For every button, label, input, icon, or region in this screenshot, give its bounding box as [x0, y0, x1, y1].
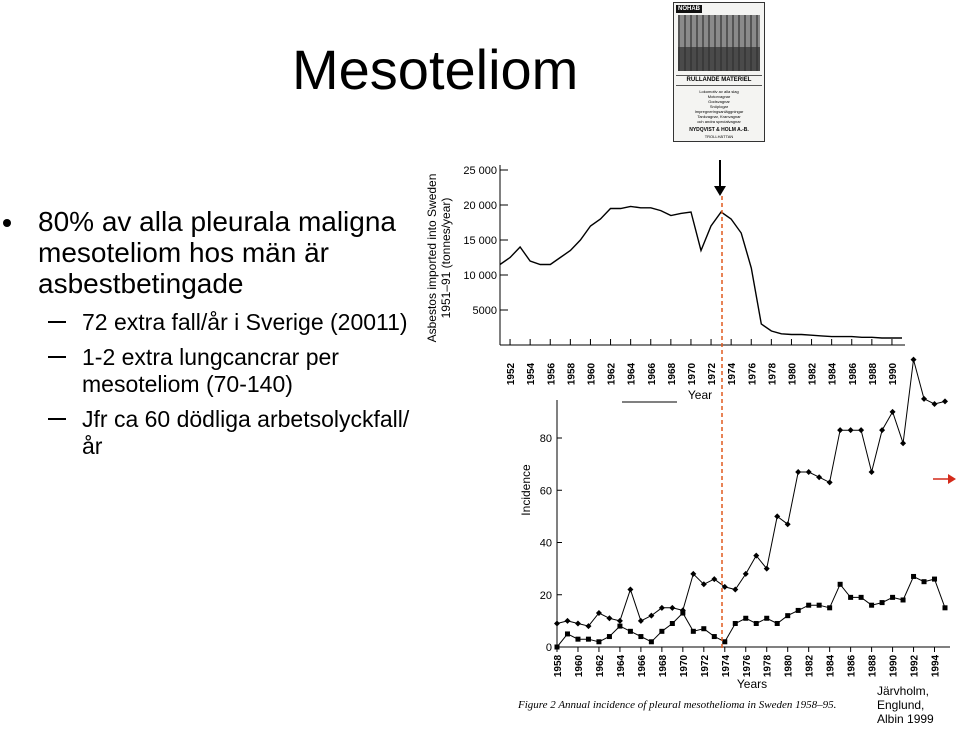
y-tick-label: 80	[539, 433, 552, 445]
data-point-diamond	[848, 427, 854, 433]
x-tick-label: 1962	[606, 362, 618, 386]
data-point-square	[775, 621, 780, 626]
data-point-square	[712, 634, 717, 639]
x-tick-label: 1986	[846, 654, 858, 678]
x-tick-label: 1970	[686, 362, 698, 386]
poster-heading: RULLANDE MATERIEL	[676, 75, 762, 86]
x-tick-label: 1990	[888, 654, 900, 678]
data-point-diamond	[932, 401, 938, 407]
x-tick-label: 1958	[553, 654, 564, 678]
sub-bullet-text: Jfr ca 60 dödliga arbetsolyckfall/år	[82, 406, 410, 459]
arrow-right-icon	[948, 474, 956, 484]
import-series-line	[500, 206, 902, 338]
y-tick-label: 20	[539, 589, 552, 602]
x-tick-label: 1988	[867, 654, 879, 678]
y-tick-label: 10 000	[463, 270, 497, 282]
x-tick-label: 1976	[741, 654, 753, 678]
data-point-diamond	[638, 618, 644, 624]
y-axis-title: 1951–91 (tonnes/year)	[439, 197, 453, 319]
data-point-square	[638, 634, 643, 639]
data-point-diamond	[575, 620, 581, 626]
x-tick-label: 1956	[546, 362, 558, 386]
x-axis-title: Year	[687, 388, 713, 402]
chart-annotations	[622, 160, 956, 648]
data-point-diamond	[564, 618, 570, 624]
data-point-diamond	[617, 618, 623, 624]
data-point-diamond	[732, 587, 738, 593]
sub-bullet-text: 72 extra fall/år i Sverige (20011)	[82, 309, 408, 335]
y-axis-title: Incidence	[519, 464, 533, 516]
data-point-square	[628, 629, 633, 634]
data-point-square	[943, 605, 948, 610]
data-point-diamond	[900, 440, 906, 446]
data-point-square	[869, 603, 874, 608]
data-point-square	[785, 613, 790, 618]
x-tick-label: 1990	[887, 362, 899, 386]
data-point-square	[701, 626, 706, 631]
data-point-diamond	[669, 605, 675, 611]
x-tick-label: 1958	[566, 362, 578, 386]
data-point-square	[680, 611, 685, 616]
data-point-square	[796, 608, 801, 613]
poster-line: Motorvagnar	[707, 94, 731, 99]
data-point-square	[827, 605, 832, 610]
data-point-square	[659, 629, 664, 634]
data-point-diamond	[942, 398, 948, 404]
poster-line: Snöplogar	[709, 104, 729, 109]
data-point-square	[607, 634, 612, 639]
x-tick-label: 1960	[586, 362, 598, 386]
data-point-square	[764, 616, 769, 621]
y-tick-label: 20 000	[463, 200, 497, 212]
citation-line: Englund,	[877, 698, 925, 712]
y-tick-label: 15 000	[463, 235, 497, 247]
x-tick-label: 1978	[762, 654, 774, 678]
y-tick-label: 25 000	[463, 165, 497, 177]
data-point-square	[722, 639, 727, 644]
data-point-square	[806, 603, 811, 608]
data-point-diamond	[858, 427, 864, 433]
x-tick-label: 1986	[847, 362, 859, 386]
data-point-square	[617, 624, 622, 629]
data-point-square	[932, 577, 937, 582]
poster-line: Tankvagnar, Kranvagnar	[697, 114, 741, 119]
y-tick-label: 60	[539, 485, 552, 498]
x-tick-label: 1964	[615, 654, 627, 678]
y-tick-label: 0	[545, 642, 552, 654]
incidence-series-line	[557, 577, 945, 648]
x-tick-label: 1978	[767, 362, 779, 386]
x-tick-label: 1994	[930, 654, 942, 678]
data-point-diamond	[816, 474, 822, 480]
data-point-square	[575, 637, 580, 642]
data-point-square	[880, 600, 885, 605]
data-point-square	[555, 645, 560, 650]
x-tick-label: 1954	[526, 362, 538, 386]
poster-line: Lokomotiv av alla slag	[699, 89, 739, 94]
x-tick-label: 1984	[827, 362, 839, 386]
x-tick-label: 1966	[636, 654, 648, 678]
bullet-main-text: 80% av alla pleurala maligna mesoteliom hos män är asbestbetingade	[38, 206, 396, 299]
y-axis-title: Asbestos imported into Sweden	[425, 173, 439, 343]
data-point-square	[838, 582, 843, 587]
asbestos-import-chart	[425, 165, 905, 402]
data-point-square	[733, 621, 738, 626]
x-tick-label: 1988	[867, 362, 879, 386]
data-point-square	[901, 597, 906, 602]
incidence-series-line	[557, 360, 945, 626]
data-point-square	[890, 595, 895, 600]
page-title: Mesoteliom	[292, 38, 579, 101]
data-point-diamond	[890, 409, 896, 415]
data-point-square	[911, 574, 916, 579]
poster-maker: NYDQVIST & HOLM A.-B.	[689, 127, 749, 133]
data-point-diamond	[806, 469, 812, 475]
data-point-square	[743, 616, 748, 621]
x-tick-label: 1974	[727, 362, 739, 386]
data-point-diamond	[827, 479, 833, 485]
data-point-square	[691, 629, 696, 634]
data-point-diamond	[554, 620, 560, 626]
x-tick-label: 1968	[666, 362, 678, 386]
poster-line: Impregneringsanläggningar	[694, 109, 744, 114]
x-tick-label: 1974	[720, 654, 732, 678]
citation-line: Järvholm,	[877, 684, 930, 698]
poster-brand: NOHAB	[678, 6, 700, 12]
x-tick-label: 1972	[699, 654, 711, 678]
data-point-square	[670, 621, 675, 626]
x-tick-label: 1982	[804, 654, 816, 678]
data-point-square	[859, 595, 864, 600]
x-tick-label: 1972	[707, 362, 719, 386]
data-point-diamond	[921, 396, 927, 402]
poster-line: Godsvagnar	[708, 99, 730, 104]
citation	[877, 684, 934, 726]
x-tick-label: 1976	[747, 362, 759, 386]
x-tick-label: 1982	[807, 362, 819, 386]
data-point-square	[817, 603, 822, 608]
data-point-square	[649, 639, 654, 644]
x-tick-label: 1952	[506, 362, 518, 386]
x-tick-label: 1980	[783, 654, 795, 678]
data-point-diamond	[879, 427, 885, 433]
poster-line: och andra specialvagnar	[697, 119, 741, 124]
y-tick-label: 40	[539, 537, 552, 550]
mesothelioma-incidence-chart	[517, 357, 950, 711]
arrow-down-icon	[714, 186, 726, 196]
x-tick-label: 1968	[657, 654, 669, 678]
data-point-diamond	[606, 615, 612, 621]
data-point-square	[922, 579, 927, 584]
x-tick-label: 1980	[787, 362, 799, 386]
data-point-square	[848, 595, 853, 600]
x-tick-label: 1966	[646, 362, 658, 386]
y-tick-label: 5000	[472, 305, 497, 317]
citation-line: Albin 1999	[877, 712, 934, 726]
data-point-diamond	[743, 571, 749, 577]
data-point-square	[565, 631, 570, 636]
data-point-square	[754, 621, 759, 626]
x-tick-label: 1964	[626, 362, 638, 386]
data-point-square	[586, 637, 591, 642]
x-tick-label: 1962	[594, 654, 606, 678]
data-point-square	[596, 639, 601, 644]
data-point-diamond	[869, 469, 875, 475]
x-tick-label: 1960	[573, 654, 585, 678]
sub-bullet-text: 1-2 extra lungcancrar per mesoteliom (70-140)	[82, 344, 339, 397]
data-point-diamond	[837, 427, 843, 433]
x-tick-label: 1970	[678, 654, 690, 678]
data-point-diamond	[627, 587, 633, 593]
poster-town: TROLLHÄTTAN	[704, 134, 734, 139]
data-point-diamond	[795, 469, 801, 475]
data-point-diamond	[911, 357, 917, 363]
x-tick-label: 1992	[909, 654, 921, 678]
figure-caption: Figure 2 Annual incidence of pleural mesothelioma in Sweden 1958–95.	[518, 699, 837, 711]
x-tick-label: 1984	[825, 654, 837, 678]
x-axis-title: Years	[736, 677, 768, 691]
